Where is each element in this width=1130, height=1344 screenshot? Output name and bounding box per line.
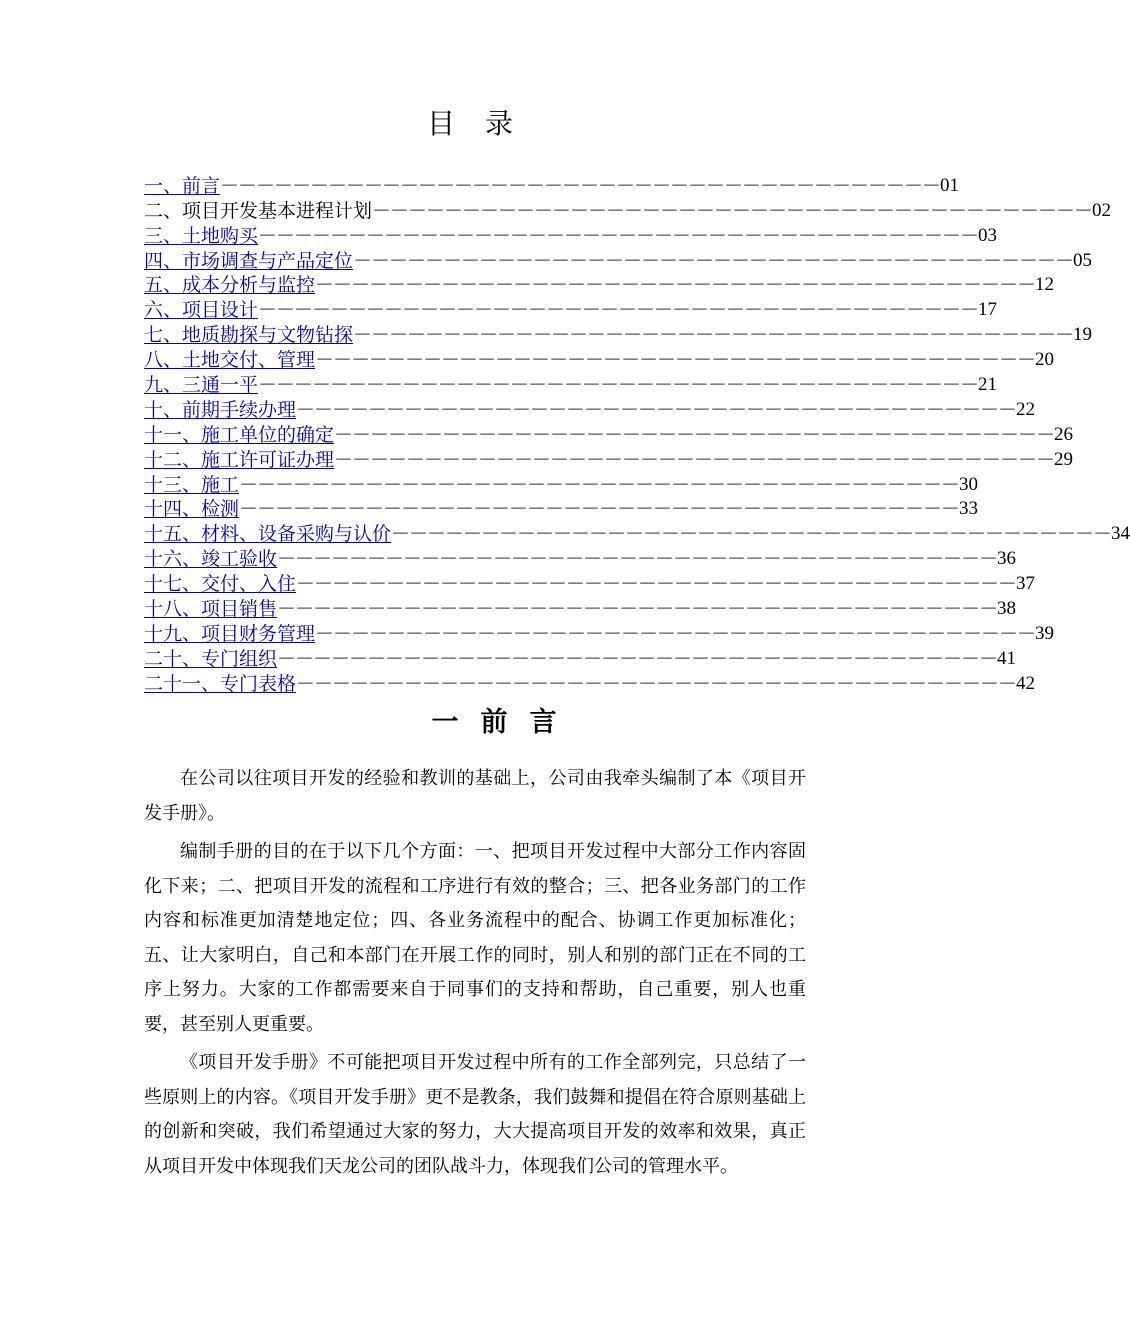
- toc-entry-label[interactable]: 十九、项目财务管理: [144, 622, 316, 645]
- toc-entry-label[interactable]: 四、市场调查与产品定位: [144, 249, 354, 272]
- toc-leader: －－－－－－－－－－－－－－－－－－－－－－－－－－－－－－－－－－－－－－－－: [353, 324, 1074, 347]
- toc-entry[interactable]: [144, 596, 1017, 621]
- toc-entry-page: 22: [1016, 398, 1036, 420]
- toc-entry-label[interactable]: 九、三通一平: [144, 374, 259, 397]
- toc-entry-page: 03: [978, 224, 998, 246]
- toc-entry-label[interactable]: 十六、竣工验收: [144, 548, 278, 571]
- toc-title: 目录: [426, 107, 543, 140]
- toc-leader: －－－－－－－－－－－－－－－－－－－－－－－－－－－－－－－－－－－－－－－－: [258, 299, 979, 322]
- toc-entry[interactable]: [144, 671, 1036, 696]
- toc-entry[interactable]: [144, 297, 998, 322]
- toc-entry-page: 05: [1073, 249, 1093, 271]
- toc-entry-label[interactable]: 十八、项目销售: [144, 598, 278, 621]
- toc-leader: －－－－－－－－－－－－－－－－－－－－－－－－－－－－－－－－－－－－－－－－: [353, 249, 1074, 272]
- toc-entry-label: 二、项目开发基本进程计划: [144, 199, 373, 222]
- paragraph: 《项目开发手册》不可能把项目开发过程中所有的工作全部列完，只总结了一些原则上的内容。《项目开发手册》更不是教条，我们鼓舞和提倡在符合原则基础上的创新和突破，我们希望通过大家的努力，大大提高项目开发的效率和效果，真正从项目开发中体现我们天龙公司的团队战斗力，体现我们公司的管理水平。: [144, 1052, 806, 1177]
- toc-entry-page: 33: [959, 498, 979, 520]
- toc-leader: －－－－－－－－－－－－－－－－－－－－－－－－－－－－－－－－－－－－－－－－: [277, 647, 998, 670]
- section-title: 一前言: [431, 707, 579, 738]
- toc-entry[interactable]: [144, 546, 1017, 571]
- toc-leader: －－－－－－－－－－－－－－－－－－－－－－－－－－－－－－－－－－－－－－－－: [258, 374, 979, 397]
- toc-leader: －－－－－－－－－－－－－－－－－－－－－－－－－－－－－－－－－－－－－－－－: [239, 498, 960, 521]
- toc-entry[interactable]: [144, 646, 1017, 671]
- toc-entry-label[interactable]: 二十一、专门表格: [144, 672, 297, 695]
- toc-entry-label[interactable]: 二十、专门组织: [144, 647, 278, 670]
- toc-entry-label[interactable]: 十、前期手续办理: [144, 398, 297, 421]
- toc-entry[interactable]: [144, 621, 1055, 646]
- toc-entry-page: 20: [1035, 349, 1055, 371]
- toc-entry: [144, 198, 1112, 223]
- toc-entry-label[interactable]: 十一、施工单位的确定: [144, 423, 335, 446]
- toc-entry-page: 30: [959, 473, 979, 495]
- toc-entry[interactable]: [144, 248, 1093, 273]
- toc-entry[interactable]: [144, 273, 1055, 298]
- toc-leader: －－－－－－－－－－－－－－－－－－－－－－－－－－－－－－－－－－－－－－－－: [372, 199, 1093, 222]
- toc-entry[interactable]: [144, 521, 1130, 546]
- toc-leader: －－－－－－－－－－－－－－－－－－－－－－－－－－－－－－－－－－－－－－－－: [296, 573, 1017, 596]
- toc-leader: －－－－－－－－－－－－－－－－－－－－－－－－－－－－－－－－－－－－－－－－: [296, 398, 1017, 421]
- toc-entry[interactable]: [144, 497, 979, 522]
- toc-entry-page: 41: [997, 647, 1017, 669]
- toc-entry-label[interactable]: 十五、材料、设备采购与认价: [144, 523, 392, 546]
- section-body: [144, 762, 806, 1188]
- toc-entry-page: 17: [978, 299, 998, 321]
- toc-entry-label[interactable]: 三、土地购买: [144, 224, 259, 247]
- toc-leader: －－－－－－－－－－－－－－－－－－－－－－－－－－－－－－－－－－－－－－－－: [239, 473, 960, 496]
- toc-entry[interactable]: [144, 571, 1036, 596]
- toc-leader: －－－－－－－－－－－－－－－－－－－－－－－－－－－－－－－－－－－－－－－－: [391, 523, 1112, 546]
- toc-entry-page: 29: [1054, 448, 1074, 470]
- toc-entry[interactable]: [144, 223, 998, 248]
- toc-leader: －－－－－－－－－－－－－－－－－－－－－－－－－－－－－－－－－－－－－－－－: [334, 423, 1055, 446]
- toc-entry-page: 39: [1035, 622, 1055, 644]
- paragraph: 在公司以往项目开发的经验和教训的基础上，公司由我牵头编制了本《项目开发手册》。: [144, 768, 806, 824]
- toc-entry-page: 38: [997, 598, 1017, 620]
- toc-entry-page: 01: [940, 174, 960, 196]
- toc-leader: －－－－－－－－－－－－－－－－－－－－－－－－－－－－－－－－－－－－－－－－: [315, 622, 1036, 645]
- toc-entry-label[interactable]: 一、前言: [144, 174, 221, 197]
- toc-entry[interactable]: [144, 447, 1074, 472]
- toc-entry[interactable]: [144, 422, 1074, 447]
- toc-entry-label[interactable]: 十二、施工许可证办理: [144, 448, 335, 471]
- toc-entry-page: 21: [978, 374, 998, 396]
- toc-entry-page: 02: [1092, 199, 1112, 221]
- toc-entry[interactable]: [144, 173, 960, 198]
- toc-entry[interactable]: [144, 347, 1055, 372]
- toc-entry-label[interactable]: 五、成本分析与监控: [144, 274, 316, 297]
- toc-leader: －－－－－－－－－－－－－－－－－－－－－－－－－－－－－－－－－－－－－－－－: [296, 672, 1017, 695]
- toc-entry-page: 37: [1016, 573, 1036, 595]
- toc-leader: －－－－－－－－－－－－－－－－－－－－－－－－－－－－－－－－－－－－－－－－: [277, 598, 998, 621]
- toc-entry-page: 42: [1016, 672, 1036, 694]
- paragraph: 编制手册的目的在于以下几个方面：一、把项目开发过程中大部分工作内容固化下来；二、把项目开发的流程和工序进行有效的整合；三、把各业务部门的工作内容和标准更加清楚地定位；四、各业务流程中的配合、协调工作更加标准化；五、让大家明白，自己和本部门在开展工作的同时，别人和别的部门正在不同的工序上努力。大家的工作都需要来自于同事们的支持和帮助，自己重要，别人也重要，甚至别人更重要。: [144, 841, 806, 1035]
- toc-entry-label[interactable]: 七、地质勘探与文物钻探: [144, 324, 354, 347]
- toc-entry[interactable]: [144, 322, 1093, 347]
- toc-leader: －－－－－－－－－－－－－－－－－－－－－－－－－－－－－－－－－－－－－－－－: [334, 448, 1055, 471]
- toc-entry-label[interactable]: 十四、检测: [144, 498, 240, 521]
- toc-entry-page: 26: [1054, 423, 1074, 445]
- toc-entry[interactable]: [144, 472, 979, 497]
- toc-leader: －－－－－－－－－－－－－－－－－－－－－－－－－－－－－－－－－－－－－－－－: [220, 174, 941, 197]
- toc-entry-page: 36: [997, 548, 1017, 570]
- toc-entry-label[interactable]: 十七、交付、入住: [144, 573, 297, 596]
- toc-entry-label[interactable]: 八、土地交付、管理: [144, 349, 316, 372]
- toc-leader: －－－－－－－－－－－－－－－－－－－－－－－－－－－－－－－－－－－－－－－－: [277, 548, 998, 571]
- toc-entry-label[interactable]: 六、项目设计: [144, 299, 259, 322]
- toc-entry-page: 19: [1073, 324, 1093, 346]
- table-of-contents: [144, 173, 1130, 696]
- toc-entry[interactable]: [144, 397, 1036, 422]
- toc-leader: －－－－－－－－－－－－－－－－－－－－－－－－－－－－－－－－－－－－－－－－: [315, 274, 1036, 297]
- toc-leader: －－－－－－－－－－－－－－－－－－－－－－－－－－－－－－－－－－－－－－－－: [315, 349, 1036, 372]
- toc-entry[interactable]: [144, 372, 998, 397]
- toc-entry-page: 12: [1035, 274, 1055, 296]
- toc-leader: －－－－－－－－－－－－－－－－－－－－－－－－－－－－－－－－－－－－－－－－: [258, 224, 979, 247]
- toc-entry-label[interactable]: 十三、施工: [144, 473, 240, 496]
- toc-entry-page: 34: [1111, 523, 1130, 545]
